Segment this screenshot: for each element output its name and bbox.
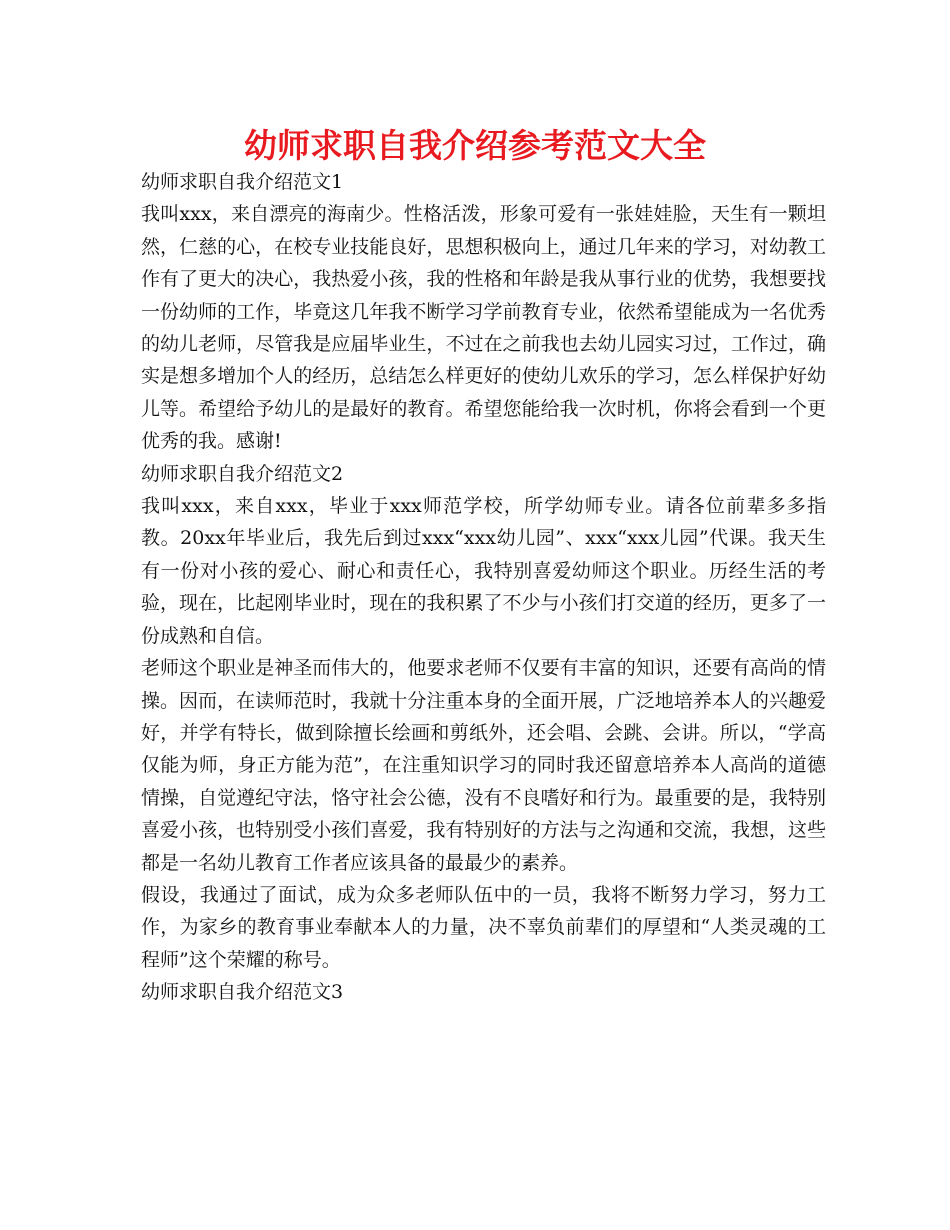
document-title: 幼师求职自我介绍参考范文大全 <box>244 126 706 165</box>
section-heading-1: 幼师求职自我介绍范文1 <box>141 171 344 193</box>
paragraph-2: 我叫xxx，来自xxx，毕业于xxx师范学校，所学幼师专业。请各位前辈多多指教。20xx年毕业后，我先后到过xxx“xxx幼儿园”、xxx“xxx儿园”代课。我天生有一份对小孩的爱心、耐心和责任心，我特别喜爱幼师这个职业。历经生活的考验，现在，比起刚毕业时，现在的我积累了不少与小孩们打交道的经历，更多了一份成熟和自信。 <box>141 495 826 647</box>
paragraph-3: 老师这个职业是神圣而伟大的，他要求老师不仅要有丰富的知识，还要有高尚的情操。因而，在读师范时，我就十分注重本身的全面开展，广泛地培养本人的兴趣爱好，并学有特长，做到除擅长绘画和剪纸外，还会唱、会跳、会讲。所以，“学高仅能为师，身正方能为范”，在注重知识学习的同时我还留意培养本人高尚的道德情操，自觉遵纪守法，恪守社会公德，没有不良嗜好和行为。最重要的是，我特别喜爱小孩，也特别受小孩们喜爱，我有特别好的方法与之沟通和交流，我想，这些都是一名幼儿教育工作者应该具备的最最少的素养。 <box>141 657 826 874</box>
section-heading-2: 幼师求职自我介绍范文2 <box>141 462 344 485</box>
document-body <box>141 166 826 1009</box>
paragraph-1: 我叫xxx，来自漂亮的海南少。性格活泼，形象可爱有一张娃娃脸，天生有一颗坦然，仁慈的心，在校专业技能良好，思想积极向上，通过几年来的学习，对幼教工作有了更大的决心，我热爱小孩，我的性格和年龄是我从事行业的优势，我想要找一份幼师的工作，毕竟这几年我不断学习学前教育专业，依然希望能成为一名优秀的幼儿老师，尽管我是应届毕业生，不过在之前我也去幼儿园实习过，工作过，确实是想多增加个人的经历，总结怎么样更好的使幼儿欢乐的学习，怎么样保护好幼儿等。希望给予幼儿的是最好的教育。希望您能给我一次时机，你将会看到一个更优秀的我。感谢! <box>141 203 826 453</box>
paragraph-4: 假设，我通过了面试，成为众多老师队伍中的一员，我将不断努力学习，努力工作，为家乡的教育事业奉献本人的力量，决不辜负前辈们的厚望和“人类灵魂的工程师”这个荣耀的称号。 <box>141 883 826 971</box>
section-heading-3: 幼师求职自我介绍范文3 <box>141 981 344 1004</box>
